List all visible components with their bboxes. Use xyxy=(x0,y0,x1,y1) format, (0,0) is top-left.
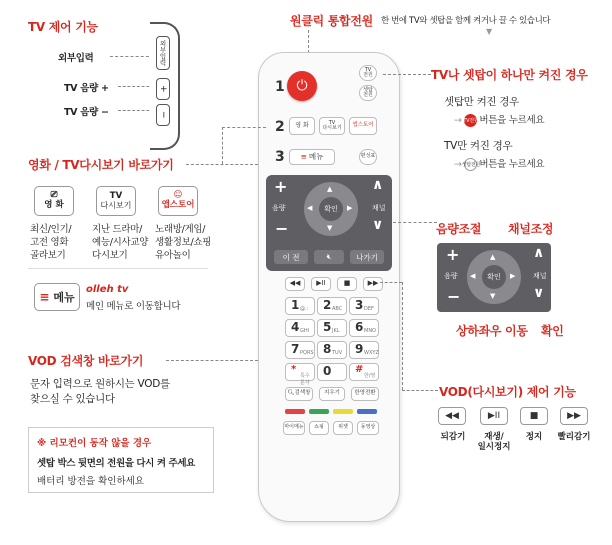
movie-desc: 최신/인기/ 고전 영화 골라보기 xyxy=(30,224,72,261)
warning-title: ※ 리모컨이 동작 않을 경우 xyxy=(37,438,152,449)
step-1-label: 1 xyxy=(275,79,285,95)
channel-label: 채널 xyxy=(372,204,386,212)
zoom-volume-down: − xyxy=(447,287,461,306)
numpad-key[interactable] xyxy=(317,363,347,381)
channel-guide-button[interactable]: 편성표 xyxy=(359,149,377,165)
tv-only-label: TV만 켜진 경우 xyxy=(444,140,513,152)
rewind-icon: ◀◀ xyxy=(289,279,301,288)
zoom-arrow-right-icon: ▶ xyxy=(510,272,516,280)
rewind-button[interactable] xyxy=(285,277,305,291)
numpad-key-number: 3 xyxy=(355,298,364,312)
zoom-ok-button: 확인 xyxy=(482,265,506,289)
numpad-key[interactable] xyxy=(285,319,315,337)
arrow-down-icon[interactable]: ▼ xyxy=(327,224,333,232)
yellow-button[interactable] xyxy=(333,409,353,414)
numpad-key[interactable] xyxy=(349,297,379,315)
numpad-key-number: 4 xyxy=(291,320,300,334)
numpad-key-letters: @.: xyxy=(300,306,309,312)
menu-lines-icon: ≡ xyxy=(300,152,307,162)
zoom-arrow-up-icon: ▲ xyxy=(490,253,496,261)
numpad-key-number: # xyxy=(355,364,364,375)
fast-forward-icon: ▶▶ xyxy=(567,411,581,421)
ok-button[interactable]: 확인 xyxy=(319,197,343,221)
numpad-key-letters: 특수문자 xyxy=(300,373,310,386)
volume-adjust-label: 음량조절 xyxy=(436,222,482,236)
vod-rewind-label: 되감기 xyxy=(440,432,466,442)
power-button[interactable] xyxy=(287,71,317,101)
channel-adjust-label: 채널조정 xyxy=(508,222,554,236)
tv-replay-desc: 지난 드라마/ 예능/시사교양 다시보기 xyxy=(92,224,149,261)
numpad-key-number: 8 xyxy=(323,342,332,356)
play-pause-icon: ▶II xyxy=(487,411,501,421)
tv-power-icon: TV전원 xyxy=(464,114,477,127)
volume-label: 음량 xyxy=(272,204,286,212)
tv-replay-button[interactable]: TV 다시보기 xyxy=(319,117,345,135)
numpad-key-letters: DEF xyxy=(364,306,374,312)
numpad-key-number: * xyxy=(291,364,297,375)
movie-button[interactable]: 영 화 xyxy=(289,117,315,135)
rewind-icon: ◀◀ xyxy=(445,411,459,421)
vol-up-label: TV 음량 + xyxy=(64,83,109,94)
remote-control xyxy=(258,52,400,522)
arrow-right-icon[interactable]: ▶ xyxy=(347,204,353,212)
widget-button[interactable]: 위젯 xyxy=(333,421,353,435)
menu-lines-icon: ≡ xyxy=(39,290,50,304)
numpad-key[interactable] xyxy=(317,341,347,359)
zoom-arrow-left-icon: ◀ xyxy=(470,272,476,280)
tv-side-vol-down: − xyxy=(156,104,170,126)
channel-down-button[interactable]: ∨ xyxy=(372,217,384,233)
numpad-key-letters: WXYZ xyxy=(364,350,379,356)
appstore-desc: 노래방/게임/ 생활정보/쇼핑 유아놀이 xyxy=(155,224,212,261)
one-click-desc: 한 번에 TV와 셋탑을 함께 켜거나 끌 수 있습니다 xyxy=(381,16,551,26)
numpad-key-letters: 한/영 xyxy=(364,373,376,379)
stb-power-button[interactable]: 셋탑 전원 xyxy=(359,85,377,101)
olleh-logo: olleh tv xyxy=(86,284,129,295)
numpad-key-number: 9 xyxy=(355,342,364,356)
vod-search-desc-1: 문자 입력으로 원하시는 VOD를 xyxy=(30,378,170,390)
vod-search-title: VOD 검색창 바로가기 xyxy=(28,354,144,368)
zoom-arrow-down-icon: ▼ xyxy=(490,292,496,300)
movie-key: ⎚ 영 화 xyxy=(34,186,74,216)
power-icon: ⏻ xyxy=(296,78,308,94)
numpad-key[interactable] xyxy=(317,297,347,315)
numpad-key-letters: JKL xyxy=(332,328,340,334)
press-stb-row: → 셋탑전원버튼을 누르세요 xyxy=(454,159,545,170)
zoom-volume-label: 음량 xyxy=(444,272,458,280)
tv-replay-key: TV 다시보기 xyxy=(96,186,136,216)
vod-rewind-key xyxy=(438,407,466,425)
mute-button[interactable] xyxy=(314,250,344,264)
shopping-button[interactable]: 쇼핑 xyxy=(309,421,329,435)
vod-control-title: VOD(다시보기) 제어 기능 xyxy=(439,385,576,399)
zoom-volume-up: + xyxy=(446,245,460,264)
film-icon: ⎚ xyxy=(50,190,58,201)
step-2-label: 2 xyxy=(275,119,285,135)
numpad-key-number: 1 xyxy=(291,298,300,312)
numpad-key[interactable] xyxy=(349,363,379,381)
volume-up-button[interactable]: + xyxy=(274,177,288,196)
fast-forward-icon: ▶▶ xyxy=(367,279,379,288)
vod-play-pause-key xyxy=(480,407,508,425)
vod-stop-key xyxy=(520,407,548,425)
movie-section-title: 영화 / TV다시보기 바로가기 xyxy=(28,158,174,172)
numpad-key[interactable] xyxy=(349,319,379,337)
hanyoung-button[interactable]: 한영전환 xyxy=(351,387,379,401)
stb-power-icon: 셋탑전원 xyxy=(464,158,477,171)
exit-button[interactable]: 나가기 xyxy=(350,250,384,264)
mute-icon: 🔇︎ xyxy=(326,252,332,261)
down-arrow-icon: ▼ xyxy=(486,27,493,36)
numpad-key-letters: ABC xyxy=(332,306,343,312)
arrow-up-icon[interactable]: ▲ xyxy=(327,185,333,193)
green-button[interactable] xyxy=(309,409,329,414)
stb-only-label: 셋탑만 켜진 경우 xyxy=(444,96,519,108)
stop-icon: ■ xyxy=(529,411,539,421)
numpad-key-number: 0 xyxy=(323,364,332,378)
zoom-dpad xyxy=(467,250,521,304)
appstore-key: ☺ 앱스토어 xyxy=(158,186,198,216)
channel-up-button[interactable]: ∧ xyxy=(372,177,384,193)
updown-move-label: 상하좌우 이동 xyxy=(456,324,528,338)
zoom-channel-down: ∨ xyxy=(533,285,545,301)
video-button[interactable]: 동영상 xyxy=(357,421,379,435)
single-on-title: TV나 셋탑이 하나만 켜진 경우 xyxy=(431,68,588,82)
prev-button[interactable]: 이 전 xyxy=(274,250,308,264)
stop-button[interactable] xyxy=(337,277,357,291)
zoomed-navigation-panel xyxy=(437,243,551,312)
arrow-left-icon[interactable]: ◀ xyxy=(307,204,313,212)
vod-play-pause-label: 재생/ 일시정지 xyxy=(477,432,511,453)
ext-input-label: 외부입력 xyxy=(58,53,94,64)
play-pause-icon: ▶II xyxy=(316,279,326,288)
warning-line1: 셋탑 박스 뒷면의 전원을 다시 켜 주세요 xyxy=(37,458,195,469)
numpad-key-letters: GHI xyxy=(300,328,310,334)
vol-down-label: TV 음량 − xyxy=(64,107,109,118)
tv-control-title: TV 제어 기능 xyxy=(28,20,98,34)
tv-power-button[interactable]: TV 전원 xyxy=(359,65,377,81)
confirm-label: 확인 xyxy=(541,324,564,338)
numpad-key[interactable] xyxy=(285,363,315,386)
vod-ff-label: 빨리감기 xyxy=(557,432,591,442)
stop-icon: ■ xyxy=(343,279,351,288)
vod-ff-key xyxy=(560,407,588,425)
appstore-icon: ☺ xyxy=(173,190,183,201)
vod-search-desc-2: 찾으실 수 있습니다 xyxy=(30,393,115,405)
zoom-channel-label: 채널 xyxy=(533,272,547,280)
numpad-key-letters: MNO xyxy=(364,328,376,334)
my-menu-button[interactable]: 마이메뉴 xyxy=(283,421,305,435)
numpad-key-number: 5 xyxy=(323,320,332,334)
vod-stop-label: 정지 xyxy=(525,432,543,442)
tv-side-ext-button: 외부입력 xyxy=(156,36,170,70)
dpad[interactable] xyxy=(304,182,358,236)
delete-button[interactable]: 지우기 xyxy=(319,387,345,401)
numpad-key[interactable] xyxy=(285,341,315,359)
blue-button[interactable] xyxy=(357,409,377,414)
red-button[interactable] xyxy=(285,409,305,414)
appstore-button[interactable]: 앱스토어 xyxy=(349,117,377,135)
tv-side-vol-up: + xyxy=(156,78,170,100)
step-3-label: 3 xyxy=(275,149,285,165)
search-icon: 🔍︎ xyxy=(287,390,295,397)
numpad-key-letters: TUV xyxy=(332,350,343,356)
menu-desc: 메인 메뉴로 이동합니다 xyxy=(86,301,181,312)
warning-line2: 배터리 방전을 확인하세요 xyxy=(37,476,144,487)
search-button[interactable]: 🔍︎ 검색창 xyxy=(285,387,313,401)
numpad-key[interactable] xyxy=(349,341,379,359)
play-pause-button[interactable] xyxy=(311,277,331,291)
numpad-key-number: 6 xyxy=(355,320,364,334)
navigation-panel xyxy=(266,175,392,271)
tv-side-illustration xyxy=(150,22,180,150)
numpad-key-number: 7 xyxy=(291,342,300,356)
numpad-key-number: 2 xyxy=(323,298,332,312)
menu-button[interactable]: ≡ 메뉴 xyxy=(289,149,335,165)
warning-box xyxy=(28,427,214,493)
numpad-key-letters: PQRS xyxy=(300,350,314,356)
fast-forward-button[interactable] xyxy=(363,277,383,291)
numpad-key[interactable] xyxy=(285,297,315,315)
press-tv-row: → TV전원버튼을 누르세요 xyxy=(454,115,545,126)
zoom-channel-up: ∧ xyxy=(533,245,545,261)
volume-down-button[interactable]: − xyxy=(275,219,289,238)
menu-key-illustration: ≡ 메뉴 xyxy=(34,283,80,311)
one-click-title: 원클릭 통합전원 xyxy=(290,14,373,28)
numpad-key[interactable] xyxy=(317,319,347,337)
